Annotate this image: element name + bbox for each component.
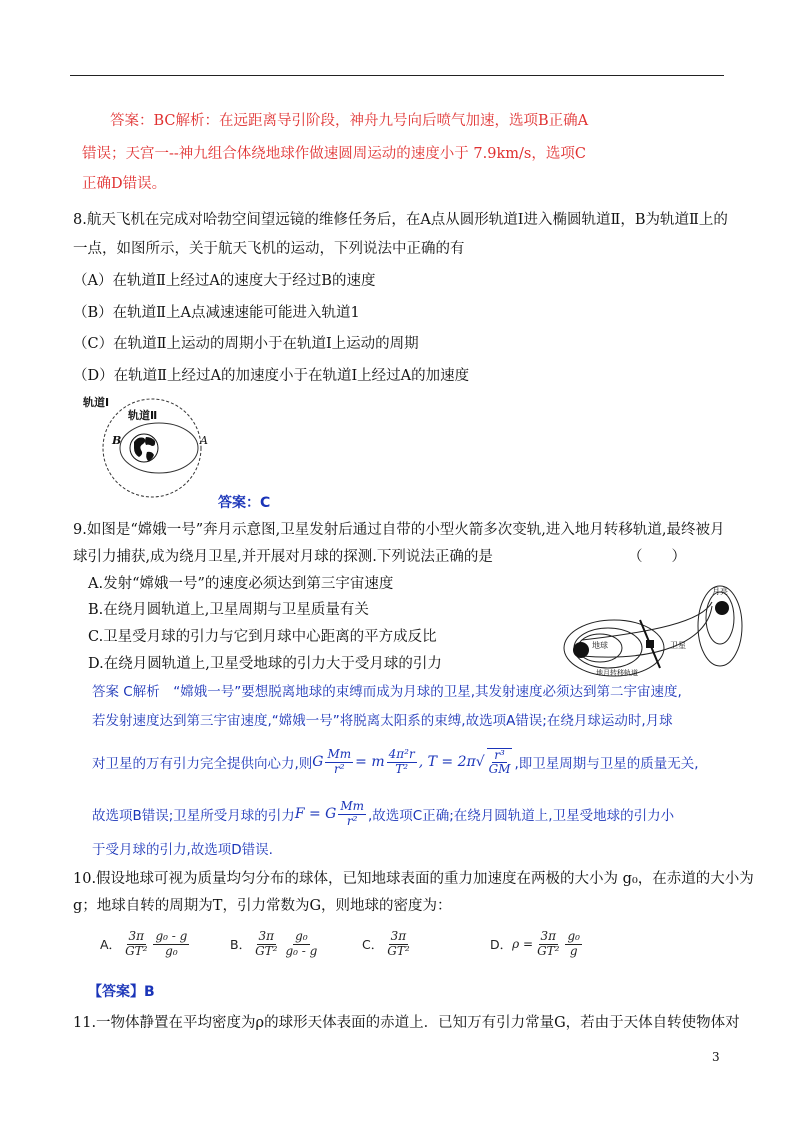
q9-explain-line5: 于受月球的引力,故选项D错误. [92, 842, 273, 858]
q10-stem-line1: 10.假设地球可视为质量均匀分布的球体，已知地球表面的重力加速度在两极的大小为 g₀，在赤道的大小为 [73, 871, 754, 887]
point-a-label: A [200, 434, 208, 447]
q9-answer-bracket: （ ） [628, 549, 686, 565]
q10-option-c: C． $\frac{3\pi}{\text{GT²}}$ [362, 929, 410, 958]
q9-explain-line1: 答案 C解析 “嫦娥一号”要想脱离地球的束缚而成为月球的卫星,其发射速度必须达到第二宇宙速度, [92, 684, 682, 700]
q8-option-d: （D）在轨道Ⅱ上经过A的加速度小于在轨道Ⅰ上经过A的加速度 [73, 368, 470, 384]
q9-explain-line4-tail: ,故选项C正确;在绕月圆轨道上,卫星受地球的引力小 [368, 808, 675, 824]
earth-label: 地球 [592, 641, 608, 650]
q11-stem-line1: 11.一物体静置在平均密度为ρ的球形天体表面的赤道上．已知万有引力常量G，若由于天体自转使物体对 [73, 1015, 740, 1031]
q9-option-b: B.在绕月圆轨道上,卫星周期与卫星质量有关 [88, 602, 369, 618]
answer7-line1: 答案：BC解析：在远距离导引阶段，神舟九号向后喷气加速，选项B正确A [110, 113, 589, 129]
q10-option-a: A． $\frac{3\pi}{\text{GT²}}$ $\frac{\text{g₀ - g}}{\text{g₀}}$ [100, 929, 188, 958]
q9-explain-line4-text: 故选项B错误;卫星所受月球的引力 [92, 808, 295, 824]
point-b-label: B [112, 434, 122, 447]
orbit-2-label: 轨道Ⅱ [128, 409, 158, 422]
moon-icon [715, 601, 729, 615]
page-number: 3 [712, 1050, 720, 1064]
moon-orbit-inner [706, 592, 734, 644]
gravity-formula: F = G $\frac{Mm}{\text{r²}}$ [294, 799, 365, 828]
q8-option-a: （A）在轨道Ⅱ上经过A的速度大于经过B的速度 [73, 273, 376, 289]
q9-transfer-figure [562, 582, 768, 678]
q9-option-a: A.发射“嫦娥一号”的速度必须达到第三宇宙速度 [88, 576, 394, 592]
q9-explain-line2: 若发射速度达到第三宇宙速度,“嫦娥一号”将脱离太阳系的束缚,故选项A错误;在绕月球运动时,月球 [92, 713, 673, 729]
q10-stem-line2: g；地球自转的周期为T，引力常数为G，则地球的密度为： [73, 898, 452, 914]
answer7-line2: 错误；天宫一--神九组合体绕地球作做速圆周运动的速度小于 7.9km/s，选项C [82, 146, 586, 162]
q8-answer: 答案：C [218, 495, 271, 511]
header-rule [70, 75, 724, 76]
orbit-1-label: 轨道Ⅰ [83, 396, 110, 409]
moon-label: 月亮 [712, 587, 728, 596]
q8-stem-line2: 一点，如图所示，关于航天飞机的运动，下列说法中正确的有 [73, 241, 465, 257]
q9-option-c: C.卫星受月球的引力与它到月球中心距离的平方成反比 [88, 629, 437, 645]
q8-stem-line1: 8.航天飞机在完成对哈勃空间望远镜的维修任务后，在A点从圆形轨道Ⅰ进入椭圆轨道Ⅱ，B为轨道Ⅱ上的 [73, 212, 728, 228]
q10-answer: 【答案】B [88, 984, 155, 1000]
q9-explain-line3-tail: ,即卫星周期与卫星的质量无关, [514, 756, 699, 772]
satellite-label: 卫星 [670, 641, 686, 650]
q8-option-b: （B）在轨道Ⅱ上A点减速速能可能进入轨道1 [73, 305, 360, 321]
q10-option-d: D． ρ = $\frac{3\pi}{\text{GT²}}$ $\frac{\text{g₀}}{g}$ [490, 929, 580, 958]
q8-orbit-figure [76, 392, 226, 498]
kepler-formula: G $\frac{Mm}{\text{r²}}$ = m $\frac{\text{4π²r}}{\text{T²}}$ , T = 2π √ $\frac{\text{r³}}{GM}$ [312, 747, 511, 776]
q9-stem-line1: 9.如图是“嫦娥一号”奔月示意图,卫星发射后通过自带的小型火箭多次变轨,进入地月转移轨道,最终被月 [73, 522, 725, 538]
q8-option-c: （C）在轨道Ⅱ上运动的周期小于在轨道Ⅰ上运动的周期 [73, 336, 419, 352]
transfer-orbit-label: 地月转移轨道 [596, 669, 638, 677]
earth-icon [573, 642, 589, 658]
q9-explain-line3 [92, 740, 699, 784]
q9-stem-line2: 球引力捕获,成为绕月卫星,并开展对月球的探测.下列说法正确的是 [73, 549, 493, 565]
q9-option-d: D.在绕月圆轨道上,卫星受地球的引力大于受月球的引力 [88, 656, 442, 672]
q10-option-b: B． $\frac{3\pi}{\text{GT²}}$ $\frac{\text{g₀}}{\text{g₀ - g}}$ [230, 929, 318, 958]
q9-explain-line3-text: 对卫星的万有引力完全提供向心力,则 [92, 756, 313, 772]
answer7-line3: 正确D错误。 [82, 176, 167, 192]
moon-orbit-outer [698, 586, 742, 666]
q9-explain-line4 [92, 792, 674, 836]
